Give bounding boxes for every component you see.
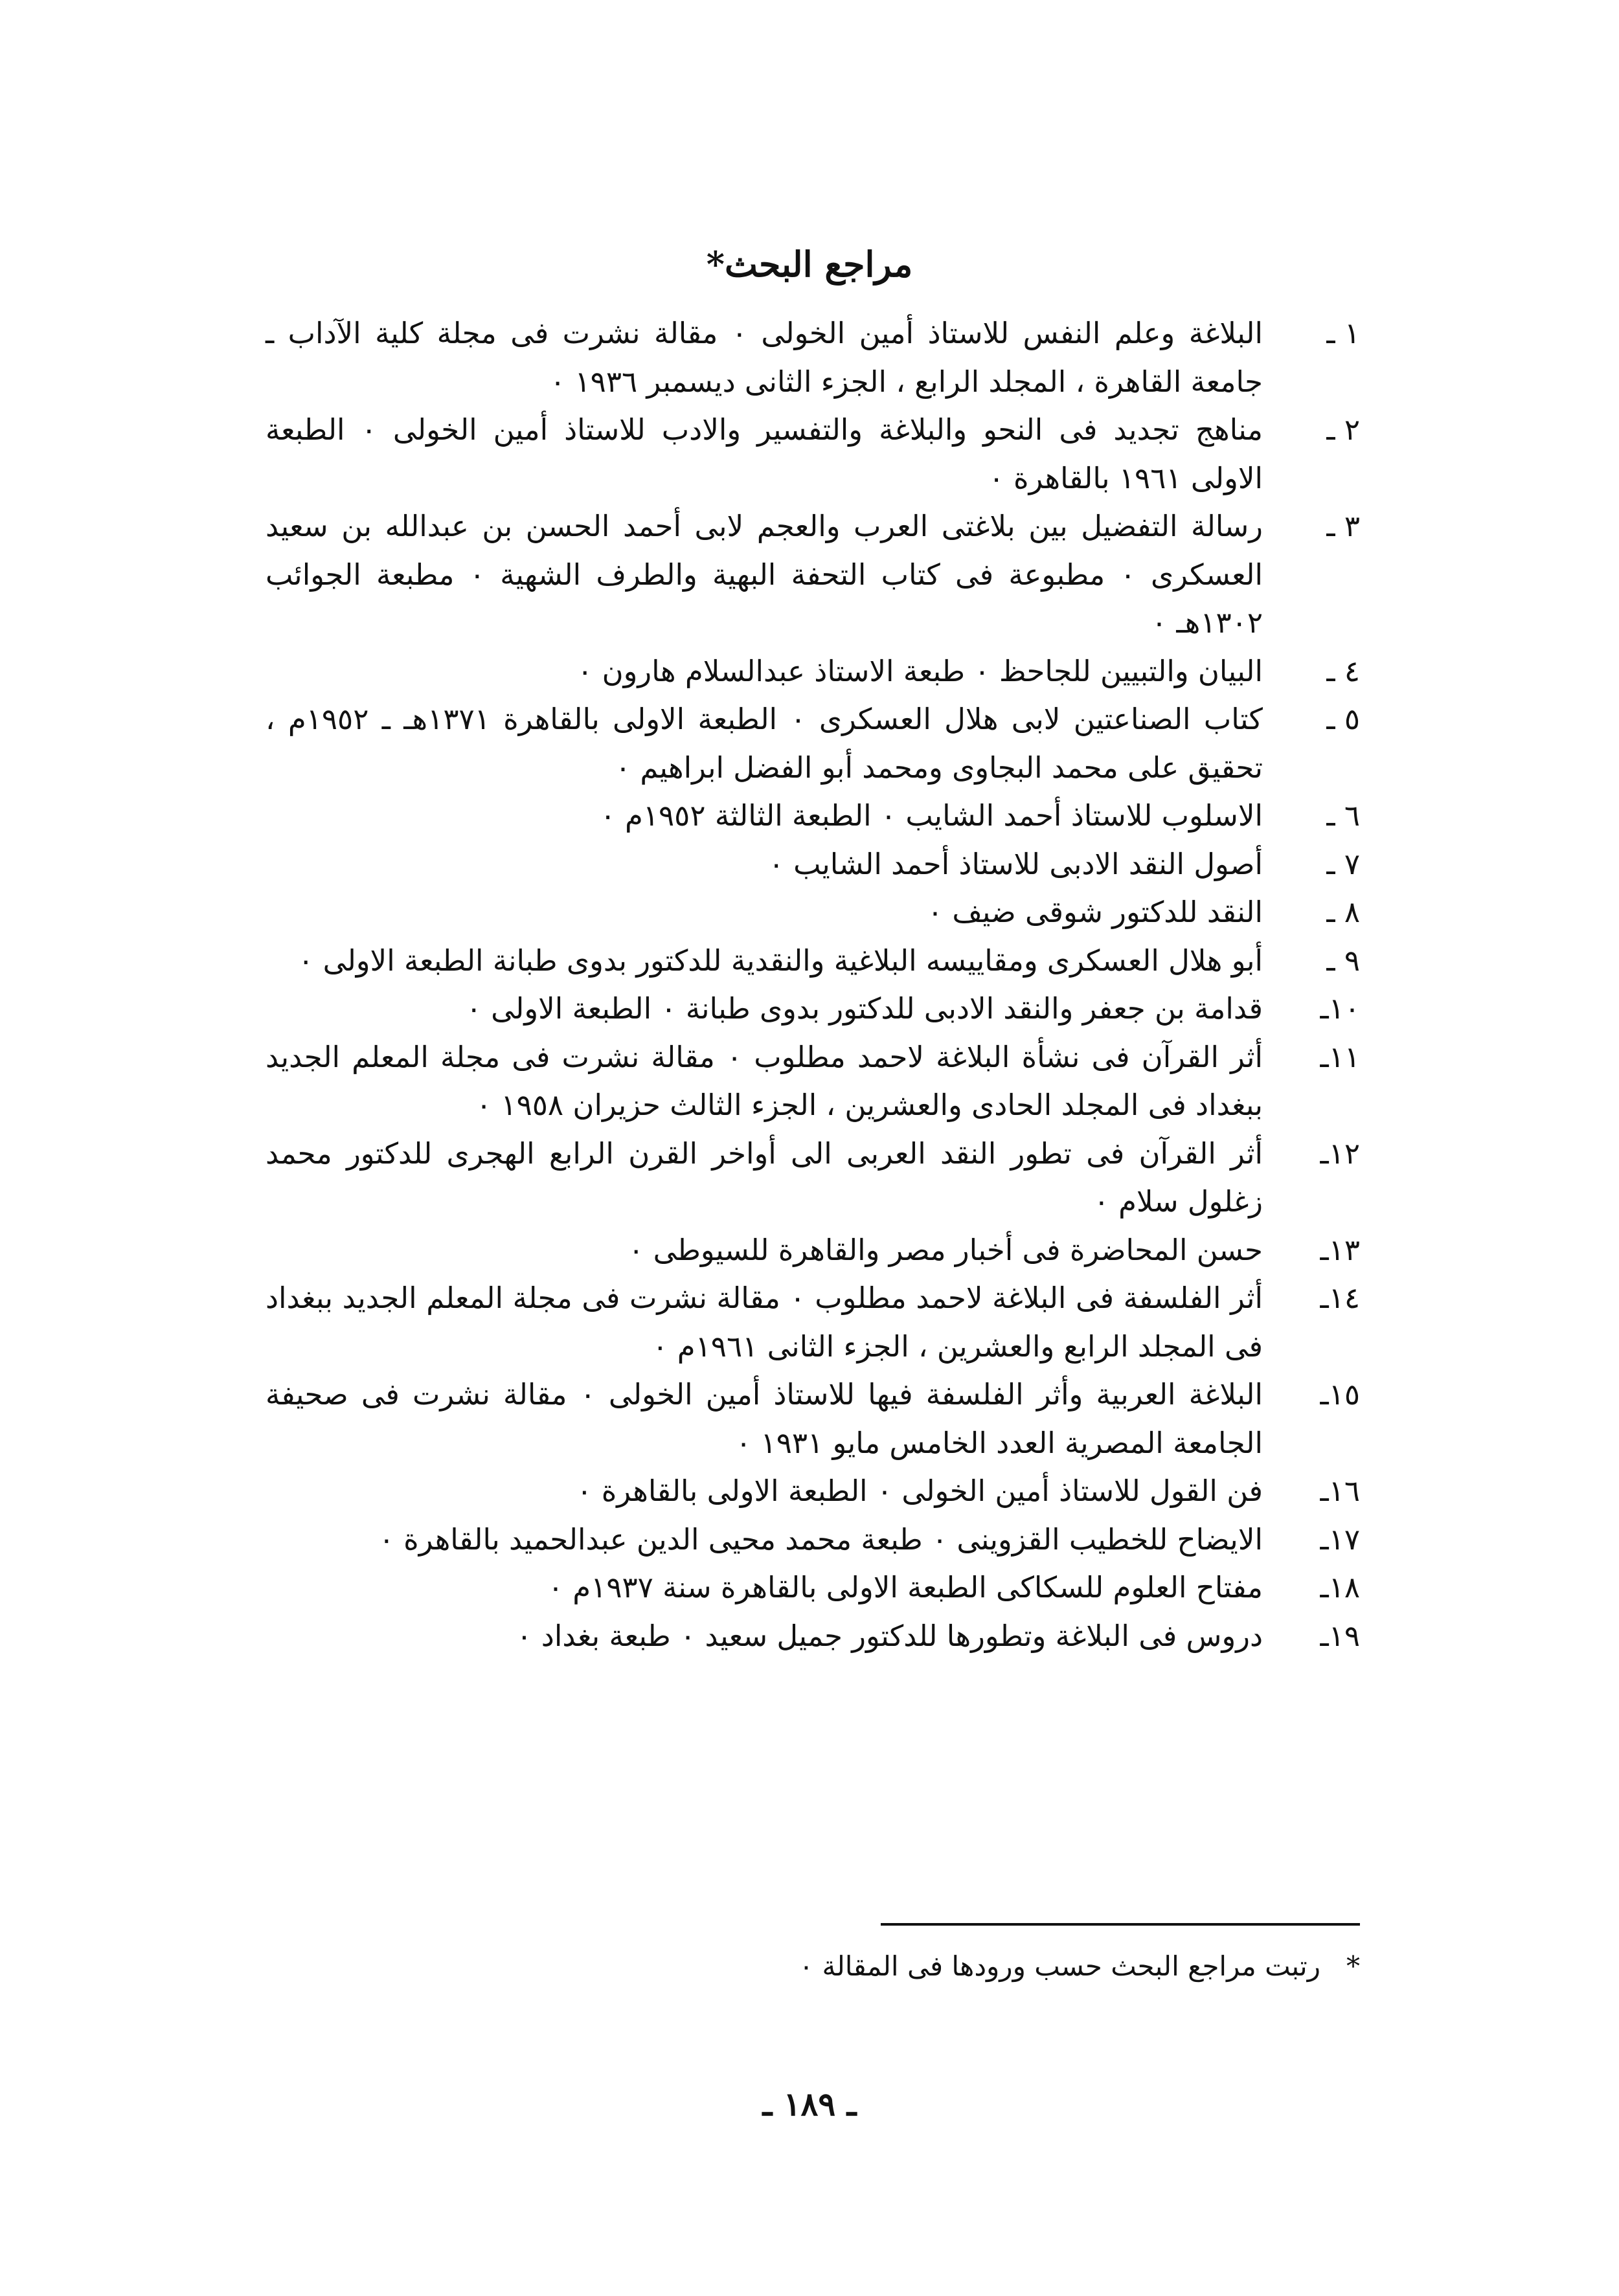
- reference-item: [266, 1226, 1360, 1275]
- reference-text: الايضاح للخطيب القزوينى ٠ طبعة محمد محيى الدين عبدالحميد بالقاهرة ٠: [378, 1522, 1263, 1557]
- reference-number: ٥ ـ: [1326, 702, 1360, 736]
- reference-text: مفتاح العلوم للسكاكى الطبعة الاولى بالقاهرة سنة ١٩٣٧م ٠: [547, 1570, 1263, 1604]
- reference-item: [266, 695, 1360, 792]
- reference-text: أثر الفلسفة فى البلاغة لاحمد مطلوب ٠ مقالة نشرت فى مجلة المعلم الجديد ببغداد فى المجلد الرابع والعشرين ، الجزء الثانى ١٩٦١م ٠: [266, 1281, 1263, 1364]
- reference-text: النقد للدكتور شوقى ضيف ٠: [927, 895, 1263, 929]
- reference-number: ٧ ـ: [1326, 846, 1360, 881]
- reference-number: ١٦ـ: [1320, 1474, 1360, 1508]
- reference-number: ١٢ـ: [1320, 1136, 1360, 1171]
- reference-number: ٦ ـ: [1326, 798, 1360, 833]
- footnote-mark: *: [1346, 1950, 1360, 1982]
- reference-item: [266, 310, 1360, 406]
- page-number: ـ ١٨٩ ـ: [762, 2085, 857, 2123]
- reference-number: ١١ـ: [1320, 1039, 1360, 1074]
- reference-item: [266, 406, 1360, 502]
- reference-item: [266, 647, 1360, 696]
- reference-item: [266, 937, 1360, 985]
- reference-text: فن القول للاستاذ أمين الخولى ٠ الطبعة الاولى بالقاهرة ٠: [576, 1474, 1263, 1508]
- reference-number: ١٩ـ: [1320, 1618, 1360, 1653]
- reference-list: [266, 310, 1360, 1660]
- reference-text: رسالة التفضيل بين بلاغتى العرب والعجم لابى أحمد الحسن بن عبدالله بن سعيد العسكرى ٠ مطبوعة فى كتاب التحفة البهية والطرف الشهية ٠ مطبعة الجوائب ١٣٠٢هـ ٠: [266, 509, 1263, 640]
- reference-text: البيان والتبيين للجاحظ ٠ طبعة الاستاذ عبدالسلام هارون ٠: [577, 653, 1263, 688]
- reference-item: [266, 792, 1360, 840]
- reference-number: ١٨ـ: [1320, 1570, 1360, 1604]
- reference-text: أصول النقد الادبى للاستاذ أحمد الشايب ٠: [768, 846, 1263, 881]
- reference-text: الاسلوب للاستاذ أحمد الشايب ٠ الطبعة الثالثة ١٩٥٢م ٠: [600, 798, 1263, 833]
- reference-text: أثر القرآن فى تطور النقد العربى الى أواخر القرن الرابع الهجرى للدكتور محمد زغلول سلام ٠: [266, 1136, 1263, 1219]
- reference-number: ١٤ـ: [1320, 1281, 1360, 1315]
- reference-item: [266, 840, 1360, 889]
- reference-item: [266, 1274, 1360, 1371]
- reference-text: دروس فى البلاغة وتطورها للدكتور جميل سعيد ٠ طبعة بغداد ٠: [516, 1618, 1263, 1653]
- reference-number: ١٧ـ: [1320, 1522, 1360, 1557]
- reference-item: [266, 985, 1360, 1033]
- reference-item: [266, 1033, 1360, 1130]
- reference-text: مناهج تجديد فى النحو والبلاغة والتفسير والادب للاستاذ أمين الخولى ٠ الطبعة الاولى ١٩٦١ بالقاهرة ٠: [266, 412, 1263, 495]
- reference-item: [266, 1130, 1360, 1226]
- page-title: مراجع البحث*: [706, 243, 913, 285]
- reference-number: ٩ ـ: [1326, 943, 1360, 978]
- footnote-divider: [881, 1923, 1360, 1926]
- reference-number: ٤ ـ: [1326, 653, 1360, 688]
- reference-text: البلاغة العربية وأثر الفلسفة فيها للاستاذ أمين الخولى ٠ مقالة نشرت فى صحيفة الجامعة المصرية العدد الخامس مايو ١٩٣١ ٠: [266, 1377, 1263, 1460]
- reference-text: كتاب الصناعتين لابى هلال العسكرى ٠ الطبعة الاولى بالقاهرة ١٣٧١هـ ـ ١٩٥٢م ، تحقيق على محمد البجاوى ومحمد أبو الفضل ابراهيم ٠: [266, 702, 1263, 785]
- reference-number: ١٠ـ: [1320, 991, 1360, 1026]
- reference-number: ٨ ـ: [1326, 895, 1360, 929]
- reference-item: [266, 1612, 1360, 1661]
- reference-text: قدامة بن جعفر والنقد الادبى للدكتور بدوى طبانة ٠ الطبعة الاولى ٠: [466, 991, 1263, 1026]
- reference-number: ١٥ـ: [1320, 1377, 1360, 1412]
- reference-number: ٢ ـ: [1326, 412, 1360, 447]
- reference-item: [266, 1371, 1360, 1467]
- reference-number: ١ ـ: [1326, 316, 1360, 350]
- reference-text: أبو هلال العسكرى ومقاييسه البلاغية والنقدية للدكتور بدوى طبانة الطبعة الاولى ٠: [298, 943, 1263, 978]
- reference-item: [266, 1467, 1360, 1516]
- reference-item: [266, 1564, 1360, 1612]
- reference-text: أثر القرآن فى نشأة البلاغة لاحمد مطلوب ٠ مقالة نشرت فى مجلة المعلم الجديد ببغداد فى المجلد الحادى والعشرين ، الجزء الثالث حزيران ١٩٥٨ ٠: [266, 1039, 1263, 1122]
- reference-number: ١٣ـ: [1320, 1232, 1360, 1267]
- reference-text: حسن المحاضرة فى أخبار مصر والقاهرة للسيوطى ٠: [628, 1232, 1263, 1267]
- footnote-text: رتبت مراجع البحث حسب ورودها فى المقالة ٠: [798, 1950, 1320, 1982]
- reference-text: البلاغة وعلم النفس للاستاذ أمين الخولى ٠ مقالة نشرت فى مجلة كلية الآداب ـ جامعة القاهرة ، المجلد الرابع ، الجزء الثانى ديسمبر ١٩٣٦ ٠: [266, 316, 1263, 399]
- footnote: [324, 1946, 1360, 1987]
- reference-item: [266, 888, 1360, 937]
- reference-item: [266, 502, 1360, 647]
- reference-number: ٣ ـ: [1326, 509, 1360, 543]
- reference-item: [266, 1516, 1360, 1564]
